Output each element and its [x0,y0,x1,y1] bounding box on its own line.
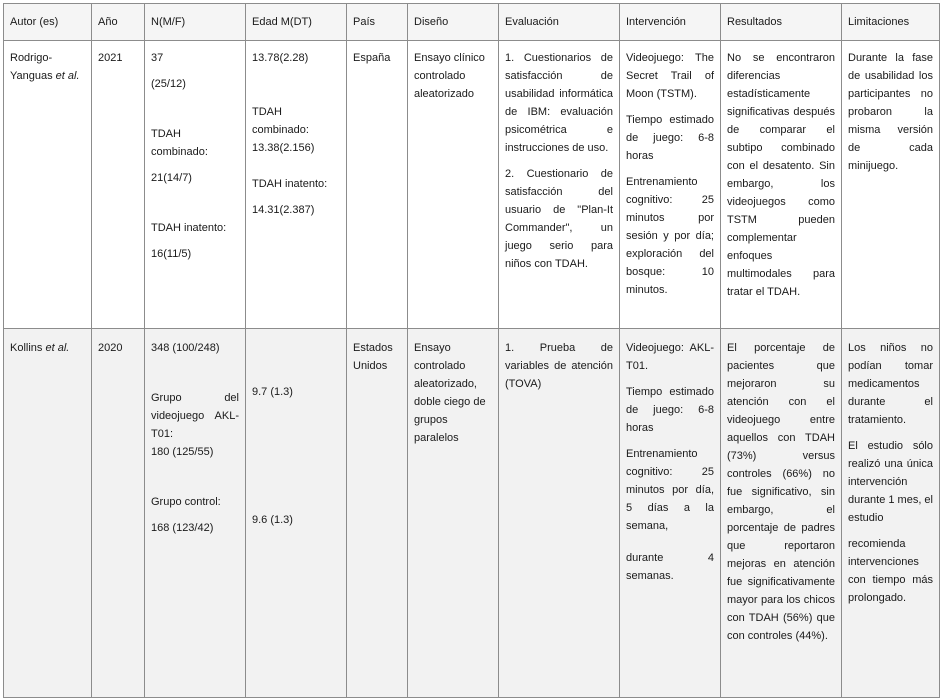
intervention-item-4: durante 4 semanas. [626,552,714,582]
n-group1-label: TDAH combinado: [151,128,208,158]
author-suffix: et al. [45,342,70,354]
age-group2-value: 9.6 (1.3) [252,514,293,526]
intervention-cell [620,329,721,698]
evaluation-cell [499,41,620,329]
header-age: Edad M(DT) [246,4,347,41]
limitations-cell [842,329,940,698]
n-group1-value: 21(14/7) [151,172,192,184]
n-total: 37 [151,52,164,64]
n-group1-label: Grupo del videojuego AKL-T01: [151,392,239,440]
header-evaluation: Evaluación [499,4,620,41]
intervention-cell [620,41,721,329]
evaluation-item-1: 1. Cuestionarios de satisfacción de usabilidad informática de IBM: evaluación psicométrica e instrucciones de uso. [505,52,613,154]
intervention-item-1: Videojuego: AKL-T01. [626,342,714,372]
design-cell: Ensayo clínico controlado aleatorizado [408,41,499,329]
author-name: Rodrigo-Yanguas [10,52,53,82]
n-cell [145,41,246,329]
country-cell: Estados Unidos [347,329,408,698]
year-cell: 2021 [92,41,145,329]
age-group1-label: TDAH combinado: [252,106,309,136]
limitations-item-2: El estudio sólo realizó una única intervención durante 1 mes, el estudio [848,440,933,524]
country-cell: España [347,41,408,329]
n-mf: (25/12) [151,78,186,90]
n-group2-label: Grupo control: [151,496,221,508]
studies-table [3,3,940,698]
results-text: No se encontraron diferencias estadísticamente significativas después de comparar el subtipo combinado con el desatento. Sin embargo, los videojuegos como TSTM pueden complementar enfoques multimodales para tratar el TDAH. [727,52,835,298]
age-group1-value: 13.38(2.156) [252,142,315,154]
evaluation-item-2: 2. Cuestionario de satisfacción del usuario de "Plan-It Commander", un juego serio para niños con TDAH. [505,168,613,270]
header-year: Año [92,4,145,41]
results-text: El porcentaje de pacientes que mejoraron su atención con el videojuego entre aquellos con TDAH (73%) versus controles (66%) no fue significativo, sin embargo, el porcentaje de padres que reportaron mejoras en atención fue significativamente mayor para los chicos con TDAH (56%) que con controles (44%). [727,342,835,642]
n-group2-value: 16(11/5) [151,248,192,260]
table-row [4,41,940,329]
intervention-item-3: Entrenamiento cognitivo: 25 minutos por día, 5 días a la semana, [626,448,714,532]
evaluation-item-1: 1. Prueba de variables de atención (TOVA) [505,342,613,390]
age-total: 13.78(2.28) [252,52,309,64]
intervention-item-3: Entrenamiento cognitivo: 25 minutos por sesión y por día; exploración del bosque: 10 minutos. [626,176,714,296]
header-intervention: Intervención [620,4,721,41]
evaluation-cell [499,329,620,698]
n-total: 348 (100/248) [151,342,220,354]
header-n: N(M/F) [145,4,246,41]
intervention-item-1: Videojuego: The Secret Trail of Moon (TSTM). [626,52,714,100]
author-name: Kollins [10,342,43,354]
header-results: Resultados [721,4,842,41]
intervention-item-2: Tiempo estimado de juego: 6-8 horas [626,386,714,434]
intervention-item-2: Tiempo estimado de juego: 6-8 horas [626,114,714,162]
limitations-item-3: recomienda intervenciones con tiempo más prolongado. [848,538,933,604]
year-cell: 2020 [92,329,145,698]
age-group1-value: 9.7 (1.3) [252,386,293,398]
age-group2-value: 14.31(2.387) [252,204,315,216]
author-suffix: et al. [55,70,80,82]
author-cell [4,41,92,329]
n-group2-value: 168 (123/42) [151,522,214,534]
limitations-item-1: Los niños no podían tomar medicamentos durante el tratamiento. [848,342,933,426]
results-cell [721,329,842,698]
results-cell [721,41,842,329]
n-group1-value: 180 (125/55) [151,446,214,458]
n-group2-label: TDAH inatento: [151,222,227,234]
header-author: Autor (es) [4,4,92,41]
header-limitations: Limitaciones [842,4,940,41]
design-cell: Ensayo controlado aleatorizado, doble ciego de grupos paralelos [408,329,499,698]
n-cell [145,329,246,698]
header-row [4,4,940,41]
author-cell [4,329,92,698]
limitations-text: Durante la fase de usabilidad los participantes no probaron la misma versión de cada minijuego. [848,52,933,172]
header-design: Diseño [408,4,499,41]
limitations-cell [842,41,940,329]
age-cell [246,329,347,698]
header-country: País [347,4,408,41]
age-group2-label: TDAH inatento: [252,178,328,190]
table-row [4,329,940,698]
age-cell [246,41,347,329]
